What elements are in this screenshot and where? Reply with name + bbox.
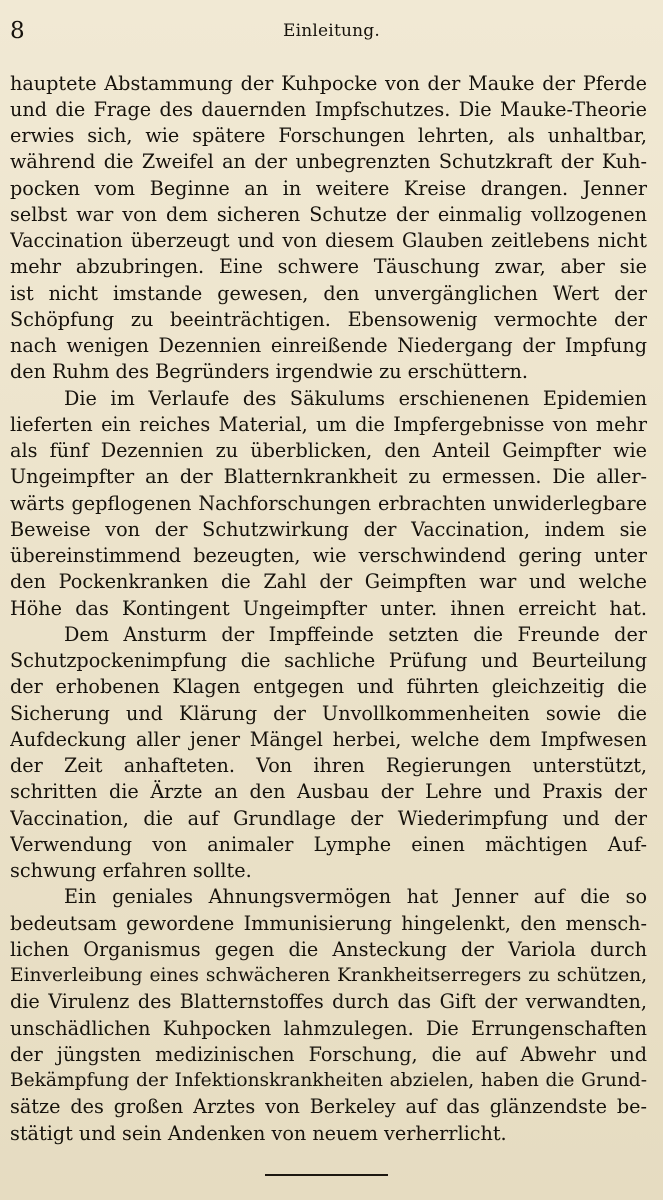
text-line: ist nicht imstande gewesen, den unvergänglichen Wert der bbox=[10, 282, 647, 305]
text-line: unschädlichen Kuhpocken lahmzulegen. Die Errungenschaften bbox=[10, 1017, 647, 1040]
text-line: Vaccination, die auf Grundlage der Wiederimpfung und der bbox=[10, 807, 647, 830]
text-line: erwies sich, wie spätere Forschungen lehrten, als unhaltbar, bbox=[10, 124, 647, 147]
text-line: während die Zweifel an der unbegrenzten Schutzkraft der Kuh- bbox=[10, 150, 647, 173]
text-line: die Virulenz des Blatternstoffes durch das Gift der verwandten, bbox=[10, 990, 647, 1013]
text-line: wärts gepflogenen Nachforschungen erbrachten unwiderlegbare bbox=[10, 492, 647, 515]
text-line: Schöpfung zu beeinträchtigen. Ebensowenig vermochte der bbox=[10, 308, 647, 331]
text-line: übereinstimmend bezeugten, wie verschwindend gering unter bbox=[10, 544, 647, 567]
text-line: nach wenigen Dezennien einreißende Niedergang der Impfung bbox=[10, 334, 647, 357]
text-line: Ein geniales Ahnungsvermögen hat Jenner auf die so bbox=[64, 885, 647, 908]
text-line: sätze des großen Arztes von Berkeley auf das glänzendste be- bbox=[10, 1095, 647, 1118]
text-line: der erhobenen Klagen entgegen und führten gleichzeitig die bbox=[10, 675, 647, 698]
text-line: Einverleibung eines schwächeren Krankheitserregers zu schützen, bbox=[10, 965, 647, 986]
text-line: Die im Verlaufe des Säkulums erschienenen Epidemien bbox=[64, 387, 647, 410]
text-line: als fünf Dezennien zu überblicken, den Anteil Geimpfter wie bbox=[10, 439, 647, 462]
text-line: Dem Ansturm der Impffeinde setzten die Freunde der bbox=[64, 623, 647, 646]
text-line: Verwendung von animaler Lymphe einen mächtigen Auf- bbox=[10, 833, 647, 856]
text-line: Vaccination überzeugt und von diesem Glauben zeitlebens nicht bbox=[10, 229, 647, 252]
text-line: hauptete Abstammung der Kuhpocke von der Mauke der Pferde bbox=[10, 72, 647, 95]
text-line: der jüngsten medizinischen Forschung, die auf Abwehr und bbox=[10, 1043, 647, 1066]
text-line: Bekämpfung der Infektionskrankheiten abzielen, haben die Grund- bbox=[10, 1070, 647, 1091]
text-line: Ungeimpfter an der Blatternkrankheit zu ermessen. Die aller- bbox=[10, 465, 647, 488]
text-line: Beweise von der Schutzwirkung der Vaccination, indem sie bbox=[10, 518, 647, 541]
text-line: lieferten ein reiches Material, um die Impfergebnisse von mehr bbox=[10, 413, 647, 436]
text-line: pocken vom Beginne an in weitere Kreise drangen. Jenner bbox=[10, 177, 647, 200]
text-line: Schutzpockenimpfung die sachliche Prüfung und Beurteilung bbox=[10, 649, 647, 672]
text-line: lichen Organismus gegen die Ansteckung der Variola durch bbox=[10, 938, 647, 961]
text-line: und die Frage des dauernden Impfschutzes. Die Mauke-Theorie bbox=[10, 98, 647, 121]
text-line: schritten die Ärzte an den Ausbau der Lehre und Praxis der bbox=[10, 780, 647, 803]
text-line: selbst war von dem sicheren Schutze der einmalig vollzogenen bbox=[10, 203, 647, 226]
text-line: stätigt und sein Andenken von neuem verherrlicht. bbox=[10, 1122, 507, 1145]
text-line: bedeutsam gewordene Immunisierung hingelenkt, den mensch- bbox=[10, 912, 647, 935]
running-title: Einleitung. bbox=[283, 21, 380, 41]
section-end-rule bbox=[265, 1174, 388, 1176]
text-line: Aufdeckung aller jener Mängel herbei, welche dem Impfwesen bbox=[10, 728, 647, 751]
page-number: 8 bbox=[10, 18, 25, 44]
text-line: Höhe das Kontingent Ungeimpfter unter. ihnen erreicht hat. bbox=[10, 597, 647, 620]
text-line: schwung erfahren sollte. bbox=[10, 859, 252, 882]
text-line: mehr abzubringen. Eine schwere Täuschung zwar, aber sie bbox=[10, 255, 647, 278]
text-line: den Ruhm des Begründers irgendwie zu erschüttern. bbox=[10, 360, 528, 383]
text-line: den Pockenkranken die Zahl der Geimpften war und welche bbox=[10, 570, 647, 593]
text-line: Sicherung und Klärung der Unvollkommenheiten sowie die bbox=[10, 702, 647, 725]
text-line: der Zeit anhafteten. Von ihren Regierungen unterstützt, bbox=[10, 754, 647, 777]
